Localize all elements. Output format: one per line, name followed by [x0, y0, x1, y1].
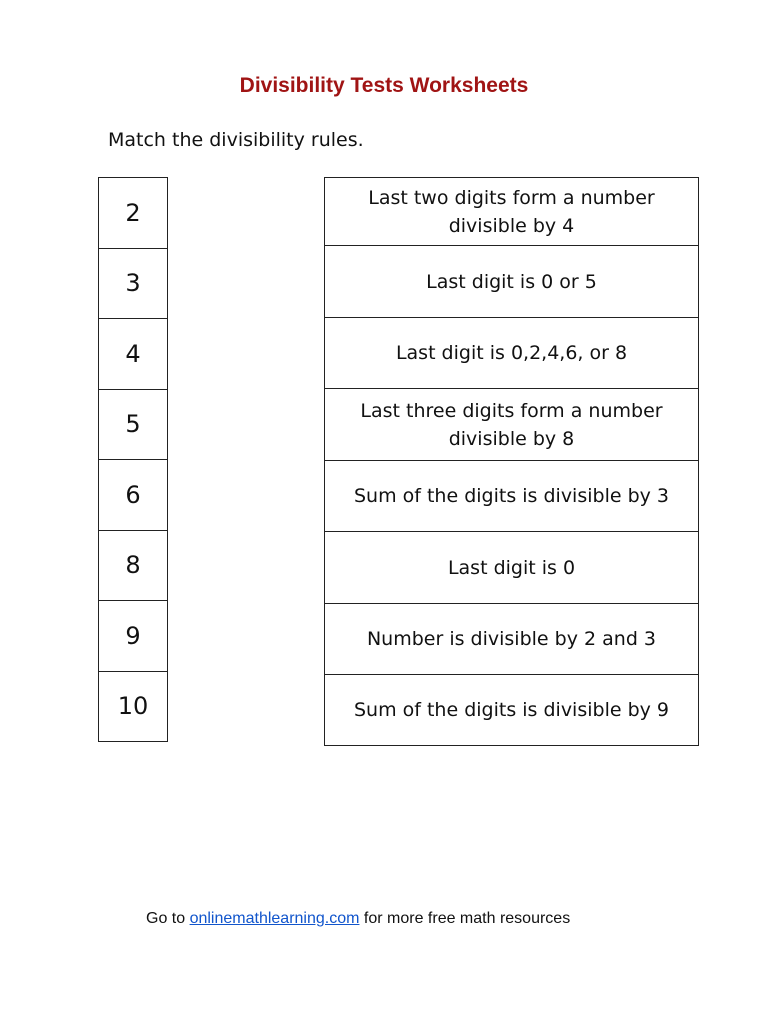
- footer-suffix: for more free math resources: [359, 910, 571, 927]
- numbers-column: [98, 177, 168, 742]
- number-cell: 2: [99, 178, 167, 249]
- rule-cell: Last digit is 0: [325, 532, 698, 604]
- footer-text: [146, 910, 570, 928]
- footer-prefix: Go to: [146, 910, 190, 927]
- rules-column: [324, 177, 699, 746]
- footer-link[interactable]: onlinemathlearning.com: [189, 910, 360, 927]
- number-cell: 9: [99, 601, 167, 672]
- worksheet-title: Divisibility Tests Worksheets: [239, 74, 529, 97]
- rule-cell: Number is divisible by 2 and 3: [325, 604, 698, 675]
- rule-cell: Last digit is 0 or 5: [325, 246, 698, 318]
- instructions-text: Match the divisibility rules.: [108, 129, 364, 151]
- rule-cell: Last two digits form a number divisible by 4: [325, 178, 698, 246]
- number-cell: 8: [99, 531, 167, 602]
- rule-cell: Last digit is 0,2,4,6, or 8: [325, 318, 698, 389]
- number-cell: 3: [99, 249, 167, 320]
- rule-cell: Sum of the digits is divisible by 9: [325, 675, 698, 746]
- rule-cell: Last three digits form a number divisible by 8: [325, 389, 698, 461]
- number-cell: 4: [99, 319, 167, 390]
- number-cell: 5: [99, 390, 167, 461]
- number-cell: 6: [99, 460, 167, 531]
- number-cell: 10: [99, 672, 167, 743]
- rule-cell: Sum of the digits is divisible by 3: [325, 461, 698, 532]
